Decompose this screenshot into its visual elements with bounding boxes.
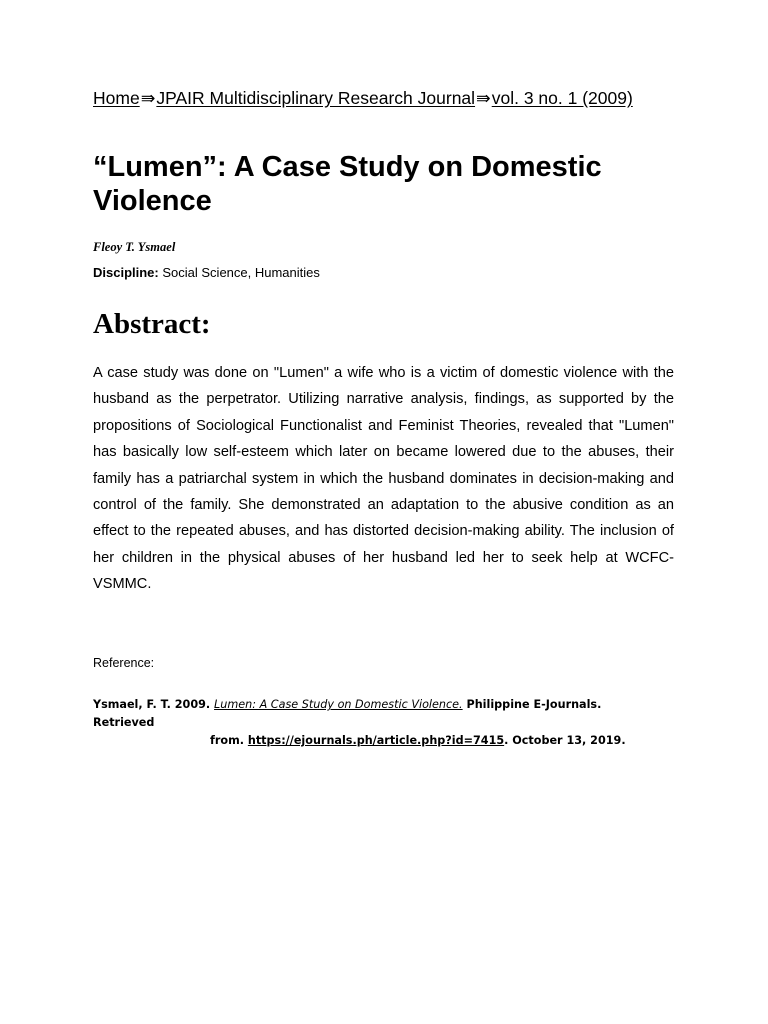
breadcrumb — [93, 87, 633, 109]
article-discipline — [93, 265, 320, 281]
citation-title: Lumen: A Case Study on Domestic Violence. — [214, 698, 463, 711]
citation-from: from. — [210, 734, 248, 747]
reference-citation — [93, 696, 653, 750]
citation-authors: Ysmael, F. T. 2009. — [93, 698, 215, 711]
citation-retrieval-line — [93, 732, 653, 750]
breadcrumb-home-link[interactable]: Home — [93, 88, 140, 108]
breadcrumb-separator: ⇛ — [476, 88, 491, 108]
breadcrumb-volume-link[interactable]: vol. 3 no. 1 (2009) — [491, 88, 633, 108]
breadcrumb-journal-link[interactable]: JPAIR Multidisciplinary Research Journal — [156, 88, 476, 108]
abstract-heading: Abstract: — [93, 308, 211, 340]
article-author: Fleoy T. Ysmael — [93, 240, 176, 254]
breadcrumb-separator: ⇛ — [140, 88, 156, 108]
citation-url-link[interactable]: https://ejournals.ph/article.php?id=7415 — [247, 734, 505, 747]
article-title: “Lumen”: A Case Study on Domestic Violence — [93, 151, 602, 217]
discipline-label: Discipline: — [93, 265, 159, 280]
citation-date: . October 13, 2019. — [504, 734, 626, 747]
citation-source: Philippine E-Journals. Retrieved — [93, 698, 602, 729]
reference-label: Reference: — [93, 656, 155, 670]
abstract-body: A case study was done on "Lumen" a wife who is a victim of domestic violence with the husband as the perpetrator. Utilizing narrative analysis, findings, as supported by the propositions of Sociological Functionalist and Feminist Theories, revealed that "Lumen" has basically low self-esteem which later on became lowered due to the abuses, their family has a patriarchal system in which the husband dominates in decision-making and control of the family. She demonstrated an adaptation to the abusive condition as an effect to the repeated abuses, and has distorted decision-making ability. The inclusion of her children in the physical abuses of her husband led her to seek help at WCFC-VSMMC. — [93, 365, 674, 593]
discipline-value: Social Science, Humanities — [158, 265, 320, 280]
